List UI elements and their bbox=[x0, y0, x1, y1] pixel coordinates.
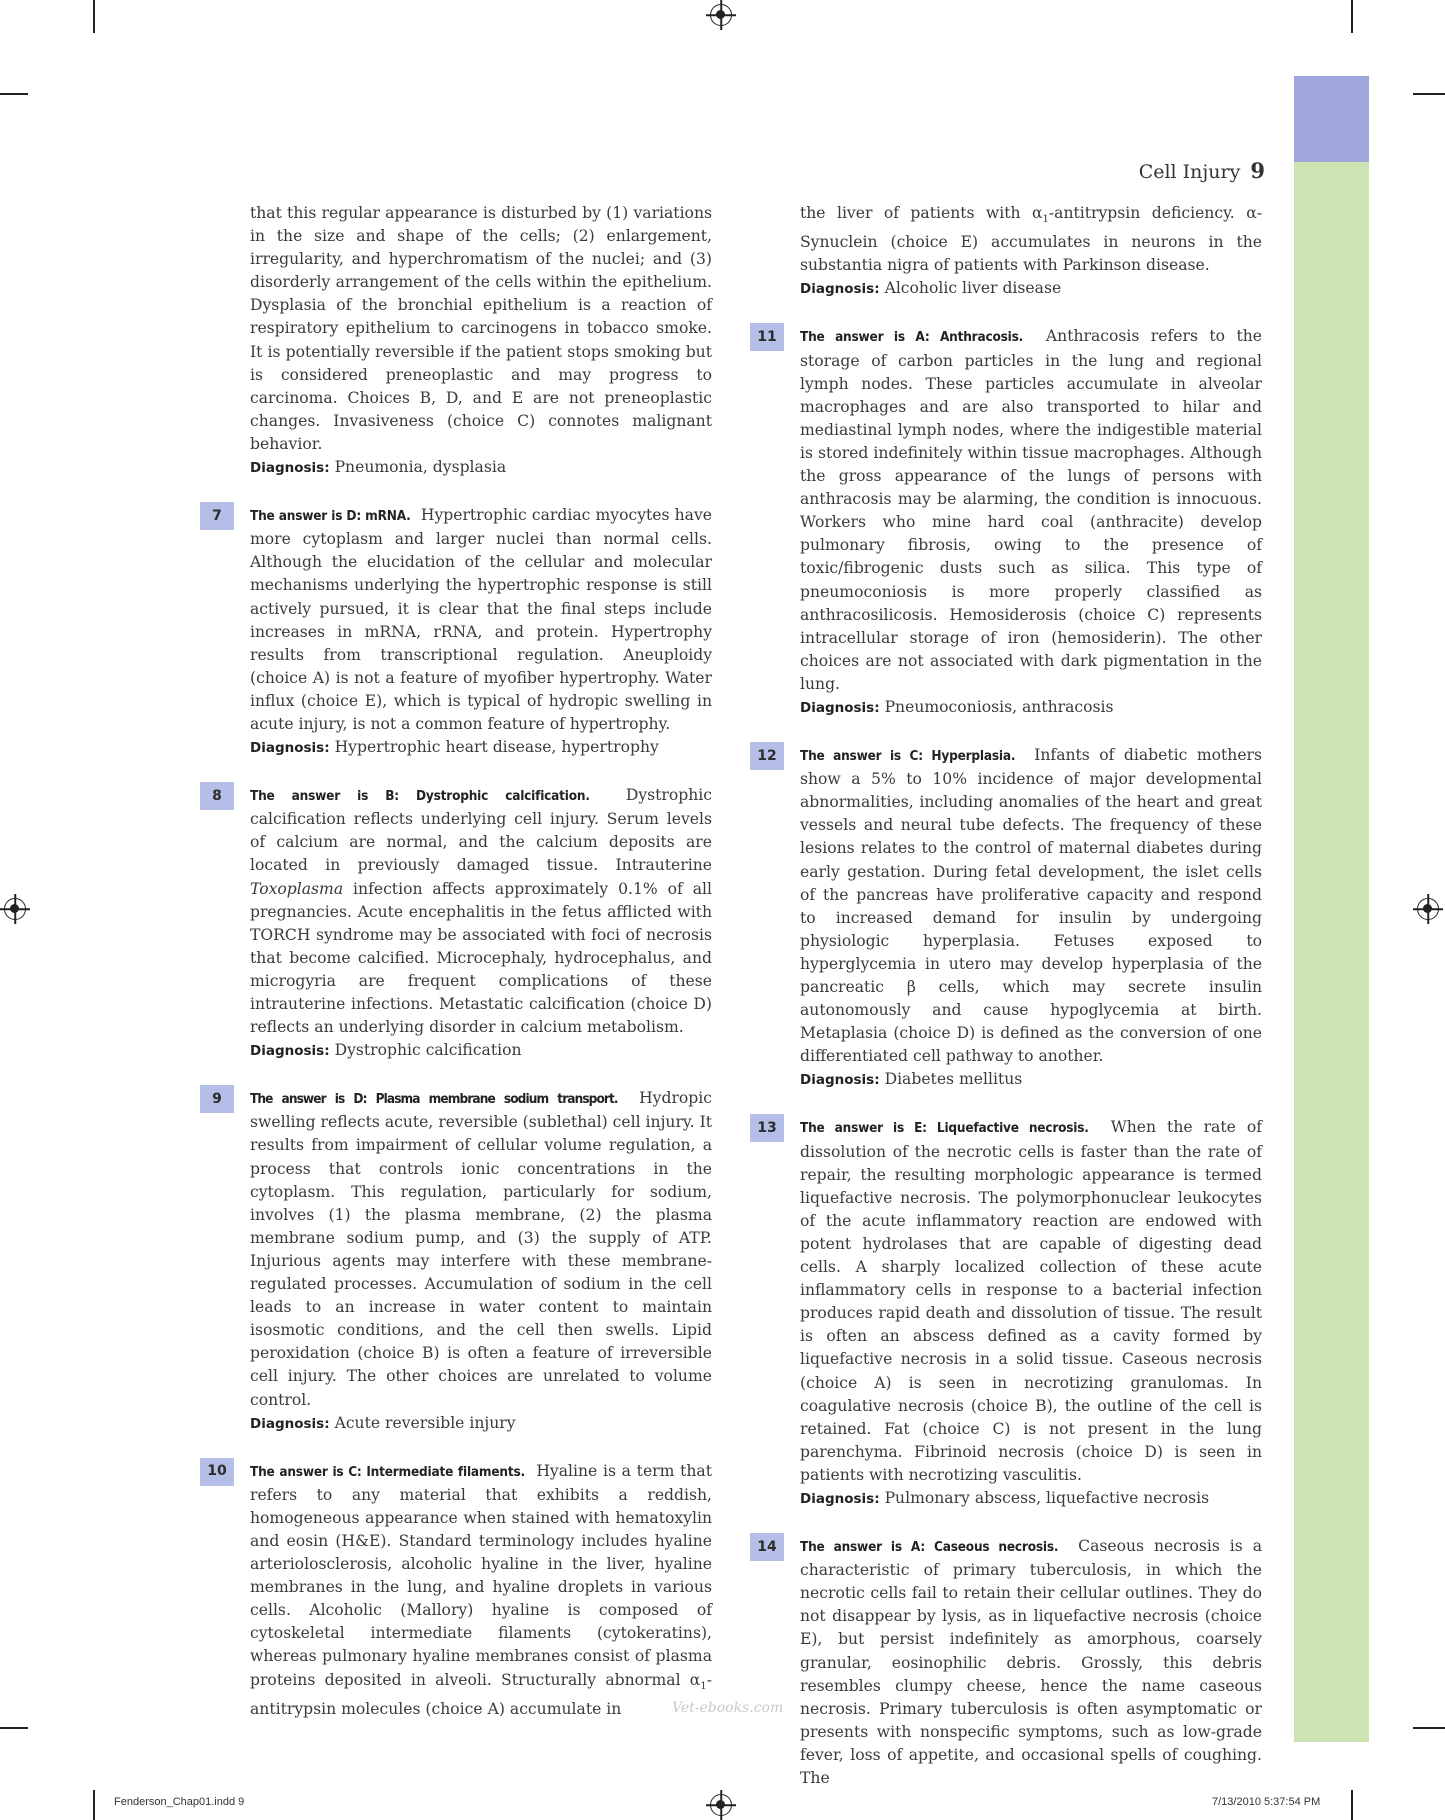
answer-heading: The answer is C: Intermediate filaments. bbox=[250, 1463, 525, 1480]
diagnosis-line bbox=[250, 1412, 712, 1436]
answer-text: Hypertrophic cardiac myocytes have more cytoplasm and larger nuclei than normal cells. Although the elucidation of the cellular and molecular mechanisms underlying the hypertrophic response is still actively pursued, it is clear that the final steps include increases in mRNA, rRNA, and protein. Hypertrophy results from transcriptional regulation. Aneuploidy (choice A) is not a feature of myofiber hypertrophy. Water influx (choice E), which is typical of hydropic swelling in acute injury, is not a common feature of hypertrophy. bbox=[250, 506, 712, 733]
crop-mark bbox=[1413, 93, 1445, 95]
continuation-text: -antitrypsin deficiency. α-Synuclein (choice E) accumulates in neurons in the substantia nigra of patients with Parkinson disease. bbox=[800, 204, 1262, 275]
crop-mark bbox=[93, 0, 95, 33]
left-column bbox=[207, 202, 713, 1721]
diagnosis-text: Hypertrophic heart disease, hypertrophy bbox=[334, 738, 659, 757]
registration-mark-icon bbox=[710, 4, 732, 26]
answer-heading: The answer is E: Liquefactive necrosis. bbox=[800, 1120, 1089, 1137]
right-column bbox=[757, 202, 1263, 1790]
answer-text: When the rate of dissolution of the necrotic cells is faster than the rate of repair, the resulting morphologic appearance is termed liquefactive necrosis. The polymorphonuclear leukocytes of the acute inflammatory reaction are endowed with potent hydrolases that are capable of digesting dead cells. A sharply localized collection of these acute inflammatory cells in response to a bacterial infection produces rapid death and dissolution of tissue. The result is often an abscess defined as a cavity formed by liquefactive necrosis in a solid tissue. Caseous necrosis (choice A) is seen in necrotizing granulomas. In coagulative necrosis (choice B), the outline of the cell is retained. Fat (choice C) is not present in the lung parenchyma. Fibrinoid necrosis (choice D) is seen in patients with necrotizing vasculitis. bbox=[800, 1118, 1262, 1484]
header-title: Cell Injury bbox=[1138, 161, 1241, 183]
registration-mark-icon bbox=[1417, 898, 1439, 920]
italic-term: Toxoplasma bbox=[250, 879, 344, 898]
diagnosis-label: Diagnosis: bbox=[250, 740, 330, 757]
diagnosis-line bbox=[800, 1487, 1262, 1511]
question-number: 9 bbox=[200, 1085, 234, 1113]
diagnosis-label: Diagnosis: bbox=[250, 1043, 330, 1060]
answer-text: Infants of diabetic mothers show a 5% to 10% incidence of major developmental abnormalities, including anomalies of the heart and great vessels and neural tube defects. The frequency of these lesions relates to the control of maternal diabetes during early gestation. During fetal development, the islet cells of the pancreas have proliferative capacity and respond to increased demand for insulin by undergoing physiologic hyperplasia. Fetuses exposed to hyperglycemia in utero may develop hyperplasia of the pancreatic β cells, which may secrete insulin autonomously and cause hypoglycemia at birth. Metaplasia (choice D) is defined as the conversion of one differentiated cell pathway to another. bbox=[800, 746, 1263, 1066]
diagnosis-label: Diagnosis: bbox=[800, 1072, 880, 1089]
page-number: 9 bbox=[1250, 158, 1265, 183]
answer-text: Hyaline is a term that refers to any material that exhibits a reddish, homogeneous appearance when stained with hematoxylin and eosin (H&E). Standard terminology includes hyaline arteriolosclerosis, alcoholic hyaline in the liver, hyaline membranes in the lung, and hyaline droplets in various cells. Alcoholic (Mallory) hyaline is composed of cytoskeletal intermediate filaments (cytokeratins), whereas pulmonary hyaline membranes consist of plasma proteins deposited in alveoli. Structurally abnormal α bbox=[250, 1461, 712, 1689]
answer-entry-12 bbox=[757, 744, 1263, 1092]
crop-mark bbox=[0, 1727, 28, 1729]
diagnosis-text: Alcoholic liver disease bbox=[884, 279, 1062, 298]
question-number: 12 bbox=[750, 742, 784, 770]
diagnosis-line bbox=[800, 1068, 1262, 1092]
answer-entry-8 bbox=[212, 784, 713, 1063]
answer-text: Dystrophic calcification reflects underlying cell injury. Serum levels of calcium are normal, and the calcium deposits are located in previously damaged tissue. Intrauterine bbox=[250, 786, 713, 875]
footer-timestamp: 7/13/2010 5:37:54 PM bbox=[1212, 1796, 1321, 1808]
answer-text: infection affects approximately 0.1% of all pregnancies. Acute encephalitis in the fetus afflicted with TORCH syndrome may be associated with foci of necrosis that become calcified. Microcephaly, hydrocephalus, and microgyria are frequent complications of these intrauterine infections. Metastatic calcification (choice D) reflects an underlying disorder in calcium metabolism. bbox=[250, 879, 712, 1037]
answer-entry-11 bbox=[757, 325, 1262, 720]
continuation-text: the liver of patients with α bbox=[800, 204, 1043, 222]
answer-entry-14 bbox=[757, 1535, 1263, 1790]
registration-mark-icon bbox=[710, 1794, 732, 1816]
crop-mark bbox=[1351, 1790, 1353, 1820]
crop-mark bbox=[0, 93, 28, 95]
diagnosis-label: Diagnosis: bbox=[250, 460, 330, 477]
answer-text: Anthracosis refers to the storage of carbon particles in the lung and regional lymph nodes. These particles accumulate in alveolar macrophages and are also transported to hilar and mediastinal lymph nodes, where the indigestible material is stored indefinitely within tissue macrophages. Although the gross appearance of the lungs of persons with anthracosis may be alarming, the condition is innocuous. Workers who mine hard coal (anthracite) develop pulmonary fibrosis, owing to the presence of toxic/fibrogenic dusts such as silica. This type of pneumoconiosis is more properly classified as anthracosilicosis. Hemosiderosis (choice C) represents intracellular storage of iron (hemosiderin). The other choices are not associated with dark pigmentation in the lung. bbox=[800, 327, 1262, 693]
question-number: 7 bbox=[200, 502, 234, 530]
diagnosis-text: Pneumoconiosis, anthracosis bbox=[884, 697, 1114, 716]
answer-heading: The answer is D: Plasma membrane sodium transport. bbox=[250, 1091, 618, 1108]
answer-entry-9 bbox=[212, 1087, 712, 1435]
diagnosis-label: Diagnosis: bbox=[800, 1490, 880, 1507]
crop-mark bbox=[1351, 0, 1353, 33]
running-header bbox=[1139, 158, 1265, 183]
footer-file: Fenderson_Chap01.indd 9 bbox=[114, 1796, 245, 1808]
diagnosis-text: Acute reversible injury bbox=[334, 1413, 516, 1432]
diagnosis-line bbox=[800, 696, 1262, 720]
answer-text: Caseous necrosis is a characteristic of primary tuberculosis, in which the necrotic cells fail to retain their cellular outlines. They do not disappear by lysis, as in liquefactive necrosis (choice E), but persist indefinitely as amorphous, coarsely granular, eosinophilic debris. Grossly, this debris resembles clumpy cheese, hence the name caseous necrosis. Primary tuberculosis is often asymptomatic or presents with nonspecific symptoms, such as low-grade fever, loss of appetite, and occasional spells of coughing. The bbox=[800, 1537, 1263, 1788]
subscript: 1 bbox=[700, 1680, 707, 1692]
question-number: 13 bbox=[750, 1114, 784, 1142]
diagnosis-line bbox=[250, 456, 712, 480]
answer-entry-7 bbox=[212, 504, 712, 760]
diagnosis-text: Dystrophic calcification bbox=[334, 1041, 522, 1060]
answer-heading: The answer is B: Dystrophic calcification. bbox=[250, 788, 590, 805]
diagnosis-label: Diagnosis: bbox=[250, 1415, 330, 1432]
question-number: 14 bbox=[750, 1533, 784, 1561]
answer-heading: The answer is A: Anthracosis. bbox=[800, 329, 1024, 346]
registration-mark-icon bbox=[4, 898, 26, 920]
answer-entry-10 bbox=[207, 1460, 712, 1721]
crop-mark bbox=[1413, 1727, 1445, 1729]
answer-text: Hydropic swelling reflects acute, reversible (sublethal) cell injury. It results from impairment of cellular volume regulation, a process that controls ionic concentrations in the cytoplasm. This regulation, particularly for sodium, involves (1) the plasma membrane, (2) the plasma membrane sodium pump, and (3) the supply of ATP. Injurious agents may interfere with these membrane-regulated processes. Accumulation of sodium in the cell leads to an increase in water content to maintain isosmotic conditions, and the cell then swells. Lipid peroxidation (choice B) is often a feature of irreversible cell injury. The other choices are unrelated to volume control. bbox=[250, 1089, 712, 1409]
diagnosis-line bbox=[250, 1039, 712, 1063]
question-number: 10 bbox=[200, 1458, 234, 1486]
diagnosis-label: Diagnosis: bbox=[800, 281, 880, 298]
diagnosis-text: Pulmonary abscess, liquefactive necrosis bbox=[884, 1488, 1210, 1507]
continuation-paragraph bbox=[800, 202, 1262, 277]
diagnosis-label: Diagnosis: bbox=[800, 699, 880, 716]
question-number: 11 bbox=[750, 323, 784, 351]
question-number: 8 bbox=[200, 782, 234, 810]
diagnosis-text: Pneumonia, dysplasia bbox=[334, 458, 507, 477]
diagnosis-line bbox=[800, 277, 1262, 301]
diagnosis-line bbox=[250, 736, 712, 760]
subscript: 1 bbox=[1042, 214, 1049, 226]
answer-heading: The answer is D: mRNA. bbox=[250, 508, 411, 525]
chapter-tab-blue bbox=[1294, 76, 1369, 162]
answer-text: -antitrypsin molecules (choice A) accumulate in bbox=[250, 1670, 712, 1718]
diagnosis-text: Diabetes mellitus bbox=[884, 1070, 1023, 1089]
answer-heading: The answer is A: Caseous necrosis. bbox=[800, 1539, 1059, 1556]
continuation-paragraph: that this regular appearance is disturbed by (1) variations in the size and shape of the cells; (2) enlargement, irregularity, and hyperchromatism of the nuclei; and (3) disorderly arrangement of the cells within the epithelium. Dysplasia of the bronchial epithelium is a reaction of respiratory epithelium to carcinogens in tobacco smoke. It is potentially reversible if the patient stops smoking but is considered preneoplastic and may progress to carcinoma. Choices B, D, and E are not preneoplastic changes. Invasiveness (choice C) connotes malignant behavior. bbox=[250, 204, 712, 453]
chapter-tab-green bbox=[1294, 162, 1369, 1742]
answer-heading: The answer is C: Hyperplasia. bbox=[800, 748, 1016, 765]
watermark-logo: Vet-ebooks.com bbox=[672, 1700, 784, 1716]
answer-entry-13 bbox=[757, 1116, 1262, 1511]
crop-mark bbox=[93, 1790, 95, 1820]
